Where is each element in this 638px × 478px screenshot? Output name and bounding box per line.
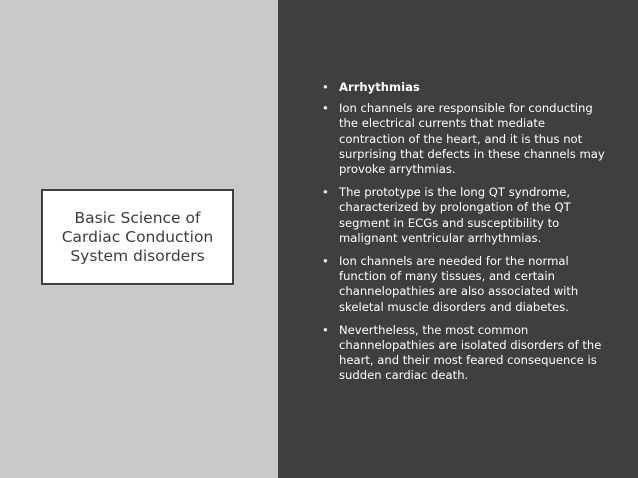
left-panel [0, 0, 278, 478]
bullet-item-arrhythmias [322, 80, 612, 95]
bullet-dot-icon: • [322, 322, 329, 337]
bullet-item-tissues-channelopathies [322, 254, 612, 315]
bullet-heading: Arrhythmias [339, 80, 420, 94]
bullet-dot-icon: • [322, 80, 329, 94]
bullet-dot-icon: • [322, 101, 329, 116]
bullet-text: Ion channels are needed for the normal function of many tissues, and certain channelopathies are also associated with skeletal muscle disorders and diabetes. [339, 254, 579, 314]
bullet-item-ion-channels-conducting [322, 101, 612, 177]
bullet-text: The prototype is the long QT syndrome, characterized by prolongation of the QT segment in ECGs and susceptibility to malignant ventricular arrhythmias. [339, 185, 571, 245]
slide-title-line-2: Cardiac Conduction [61, 227, 214, 246]
bullet-item-long-qt-syndrome [322, 185, 612, 246]
slide-title-line-3: System disorders [70, 246, 205, 265]
bullet-list [322, 80, 612, 392]
bullet-text: Ion channels are responsible for conducting the electrical currents that mediate contraction of the heart, and it is thus not surprising that defects in these channels may provoke arrythmias. [339, 101, 605, 177]
bullet-dot-icon: • [322, 254, 329, 269]
slide-title-line-1: Basic Science of [74, 208, 201, 227]
bullet-dot-icon: • [322, 185, 329, 200]
title-box [41, 189, 234, 285]
bullet-text: Nevertheless, the most common channelopathies are isolated disorders of the heart, and their most feared consequence is sudden cardiac death. [339, 322, 602, 383]
slide-title [56, 209, 220, 266]
bullet-item-sudden-cardiac-death [322, 323, 612, 384]
